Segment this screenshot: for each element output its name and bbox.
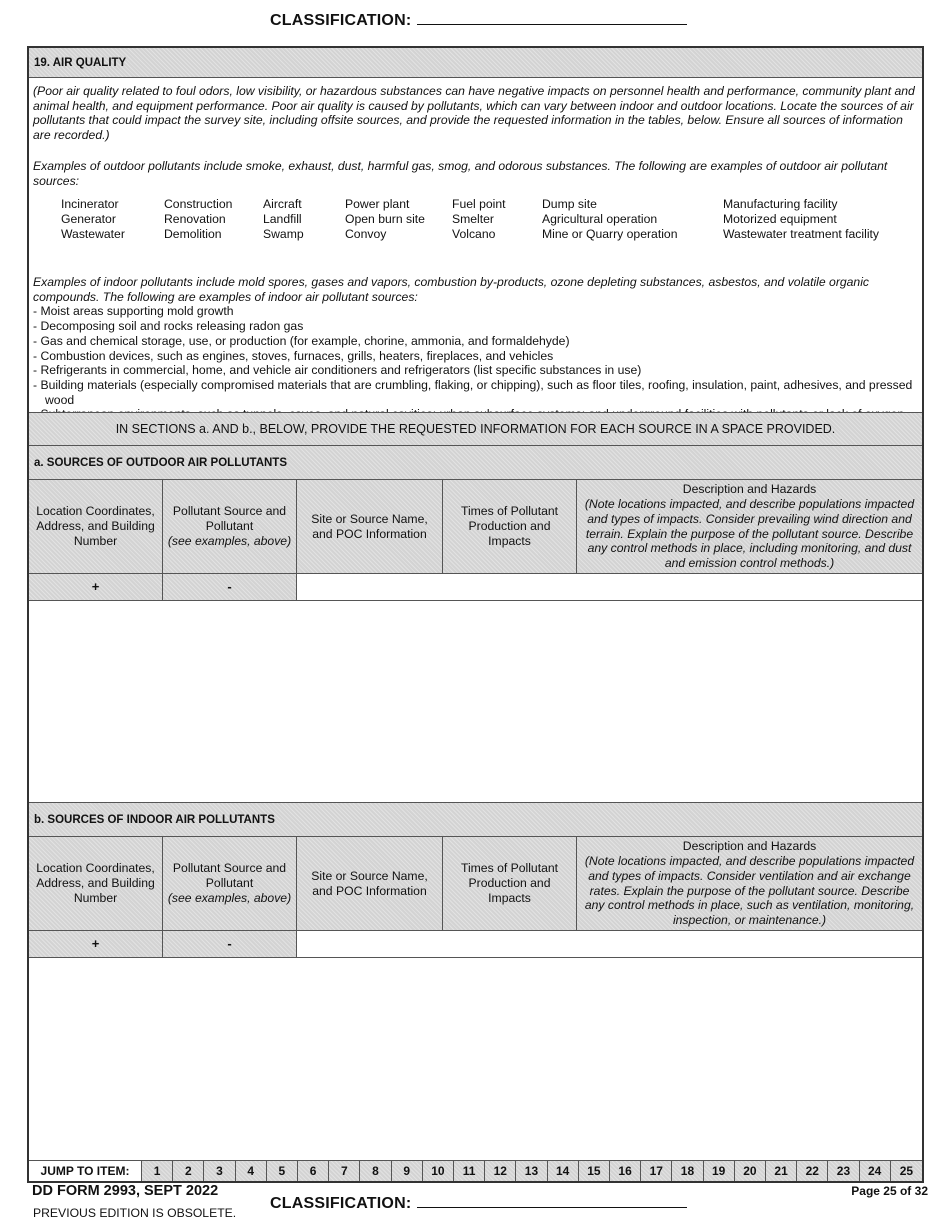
jump-item-5[interactable]: 5	[267, 1161, 298, 1181]
form-frame	[27, 46, 924, 1183]
page-number: Page 25 of 32	[851, 1184, 928, 1198]
jump-item-9[interactable]: 9	[392, 1161, 423, 1181]
outdoor-examples-col-7	[723, 197, 879, 241]
form-identifier: DD FORM 2993, SEPT 2022	[32, 1183, 219, 1199]
outdoor-examples-intro: Examples of outdoor pollutants include smoke, exhaust, dust, harmful gas, smog, and odorous substances. The following are examples of outdoor air pollutant sources:	[33, 159, 888, 188]
jump-item-21[interactable]: 21	[766, 1161, 797, 1181]
jump-item-23[interactable]: 23	[828, 1161, 859, 1181]
obsolete-notice: PREVIOUS EDITION IS OBSOLETE.	[33, 1206, 237, 1220]
jump-item-14[interactable]: 14	[548, 1161, 579, 1181]
classification-field[interactable]	[417, 1194, 687, 1208]
jump-item-3[interactable]: 3	[204, 1161, 235, 1181]
col-header-description-note: (Note locations impacted, and describe populations impacted and types of impacts. Consider ventilation and air exchange rates. Explain the purpose of the pollutant source. Describe any control methods in place, such as ventilation, monitoring, inspection, or maintenance.)	[584, 853, 915, 928]
list-item: Smelter	[452, 211, 494, 226]
add-row-button[interactable]: +	[29, 574, 163, 600]
classification-field[interactable]	[417, 11, 687, 25]
jump-item-20[interactable]: 20	[735, 1161, 766, 1181]
col-header-location: Location Coordinates, Address, and Building Number	[29, 480, 163, 573]
outdoor-examples-col-3	[263, 197, 304, 241]
jump-item-24[interactable]: 24	[860, 1161, 891, 1181]
list-item: Motorized equipment	[723, 211, 837, 226]
remove-row-button[interactable]: -	[163, 574, 297, 600]
col-header-site: Site or Source Name, and POC Information	[297, 480, 443, 573]
outdoor-table-header	[29, 479, 922, 574]
instruction-banner: IN SECTIONS a. AND b., BELOW, PROVIDE THE REQUESTED INFORMATION FOR EACH SOURCE IN A SPACE PROVIDED.	[29, 412, 922, 445]
list-item: - Decomposing soil and rocks releasing radon gas	[33, 319, 304, 334]
col-header-site: Site or Source Name, and POC Information	[297, 837, 443, 930]
jump-item-10[interactable]: 10	[423, 1161, 454, 1181]
list-item: Mine or Quarry operation	[542, 226, 678, 241]
list-item: Convoy	[345, 226, 387, 241]
jump-label: JUMP TO ITEM:	[29, 1161, 142, 1181]
col-header-description-note: (Note locations impacted, and describe populations impacted and types of impacts. Consider prevailing wind direction and terrain. Explain the purpose of the pollutant source. Describe any control methods in place, including monitoring, and dust and emission control methods.)	[584, 496, 915, 571]
outdoor-entries-area[interactable]	[29, 601, 922, 802]
list-item: - Moist areas supporting mold growth	[33, 304, 234, 319]
outdoor-table-title: a. SOURCES OF OUTDOOR AIR POLLUTANTS	[29, 445, 922, 479]
list-item: Aircraft	[263, 197, 302, 211]
list-item: Wastewater	[61, 226, 125, 241]
outdoor-examples-col-4	[345, 197, 425, 241]
list-item: Power plant	[345, 197, 410, 211]
list-item: Generator	[61, 211, 116, 226]
classification-bottom	[270, 1194, 687, 1213]
col-header-times: Times of Pollutant Production and Impacts	[443, 480, 577, 573]
col-header-pollutant-text: Pollutant Source and Pollutant	[172, 861, 287, 891]
jump-item-22[interactable]: 22	[797, 1161, 828, 1181]
classification-top	[270, 11, 687, 30]
jump-item-11[interactable]: 11	[454, 1161, 485, 1181]
jump-to-item-bar	[29, 1160, 922, 1181]
classification-label: CLASSIFICATION:	[270, 1195, 412, 1212]
jump-item-13[interactable]: 13	[516, 1161, 547, 1181]
section-title: 19. AIR QUALITY	[29, 48, 922, 78]
col-header-description-text: Description and Hazards	[682, 482, 817, 497]
col-header-location: Location Coordinates, Address, and Building Number	[29, 837, 163, 930]
jump-item-17[interactable]: 17	[641, 1161, 672, 1181]
outdoor-examples-col-1	[61, 197, 125, 241]
col-header-description	[577, 480, 922, 573]
outdoor-examples-col-5	[452, 197, 506, 241]
jump-item-8[interactable]: 8	[360, 1161, 391, 1181]
jump-item-1[interactable]: 1	[142, 1161, 173, 1181]
list-item: - Combustion devices, such as engines, stoves, furnaces, grills, heaters, fireplaces, and vehicles	[33, 348, 554, 363]
list-item: Construction	[164, 197, 233, 211]
jump-item-25[interactable]: 25	[891, 1161, 922, 1181]
jump-item-18[interactable]: 18	[672, 1161, 703, 1181]
list-item: Demolition	[164, 226, 222, 241]
list-item: Dump site	[542, 197, 597, 211]
jump-item-19[interactable]: 19	[704, 1161, 735, 1181]
list-item: Wastewater treatment facility	[723, 226, 880, 241]
jump-item-2[interactable]: 2	[173, 1161, 204, 1181]
list-item: Renovation	[164, 211, 226, 226]
list-item: Incinerator	[61, 197, 119, 211]
list-item: Agricultural operation	[542, 211, 658, 226]
section-intro: (Poor air quality related to foul odors, low visibility, or hazardous substances can have negative impacts on personnel health and performance, community plant and animal health, and equipment performance. Poor air quality is caused by pollutants, which can vary between indoor and outdoor locations. Locate the sources of air pollutants that could impact the survey site, including offsite sources, and provide the requested information in the tables, below. Ensure all sources of information are recorded.)	[33, 84, 915, 143]
jump-item-4[interactable]: 4	[236, 1161, 267, 1181]
list-item: Landfill	[263, 211, 302, 226]
col-header-pollutant-text: Pollutant Source and Pollutant	[172, 504, 287, 534]
jump-item-7[interactable]: 7	[329, 1161, 360, 1181]
col-header-pollutant-note: (see examples, above)	[167, 890, 292, 905]
jump-item-16[interactable]: 16	[610, 1161, 641, 1181]
indoor-examples	[33, 275, 918, 422]
remove-row-button[interactable]: -	[163, 931, 297, 957]
list-item: Manufacturing facility	[723, 197, 838, 211]
outdoor-examples-col-6	[542, 197, 677, 241]
jump-item-12[interactable]: 12	[485, 1161, 516, 1181]
list-item: Open burn site	[345, 211, 425, 226]
list-item: Volcano	[452, 226, 496, 241]
indoor-table-header	[29, 836, 922, 931]
list-item: - Gas and chemical storage, use, or production (for example, chorine, ammonia, and formaldehyde)	[33, 333, 570, 348]
list-item: Swamp	[263, 226, 304, 241]
col-header-pollutant	[163, 837, 297, 930]
indoor-entries-area[interactable]	[29, 958, 922, 1160]
col-header-pollutant	[163, 480, 297, 573]
outdoor-row-controls	[29, 574, 922, 601]
col-header-pollutant-note: (see examples, above)	[167, 533, 292, 548]
indoor-examples-intro: Examples of indoor pollutants include mold spores, gases and vapors, combustion by-products, ozone depleting substances, asbestos, and volatile organic compounds. The following are examples of indoor air pollutant sources:	[33, 275, 870, 304]
list-item: Fuel point	[452, 197, 506, 211]
col-header-description-text: Description and Hazards	[682, 839, 817, 854]
list-item: - Building materials (especially compromised materials that are crumbling, flaking, or chipping), such as floor tiles, roofing, insulation, paint, adhesives, and pressed wood	[33, 377, 913, 407]
list-item: - Refrigerants in commercial, home, and vehicle air conditioners and refrigerators (list specific substances in use)	[33, 363, 642, 378]
jump-item-15[interactable]: 15	[579, 1161, 610, 1181]
jump-item-6[interactable]: 6	[298, 1161, 329, 1181]
col-header-times: Times of Pollutant Production and Impacts	[443, 837, 577, 930]
add-row-button[interactable]: +	[29, 931, 163, 957]
indoor-row-controls	[29, 931, 922, 958]
outdoor-examples-col-2	[164, 197, 232, 241]
indoor-table-title: b. SOURCES OF INDOOR AIR POLLUTANTS	[29, 802, 922, 836]
classification-label: CLASSIFICATION:	[270, 12, 412, 29]
col-header-description	[577, 837, 922, 930]
